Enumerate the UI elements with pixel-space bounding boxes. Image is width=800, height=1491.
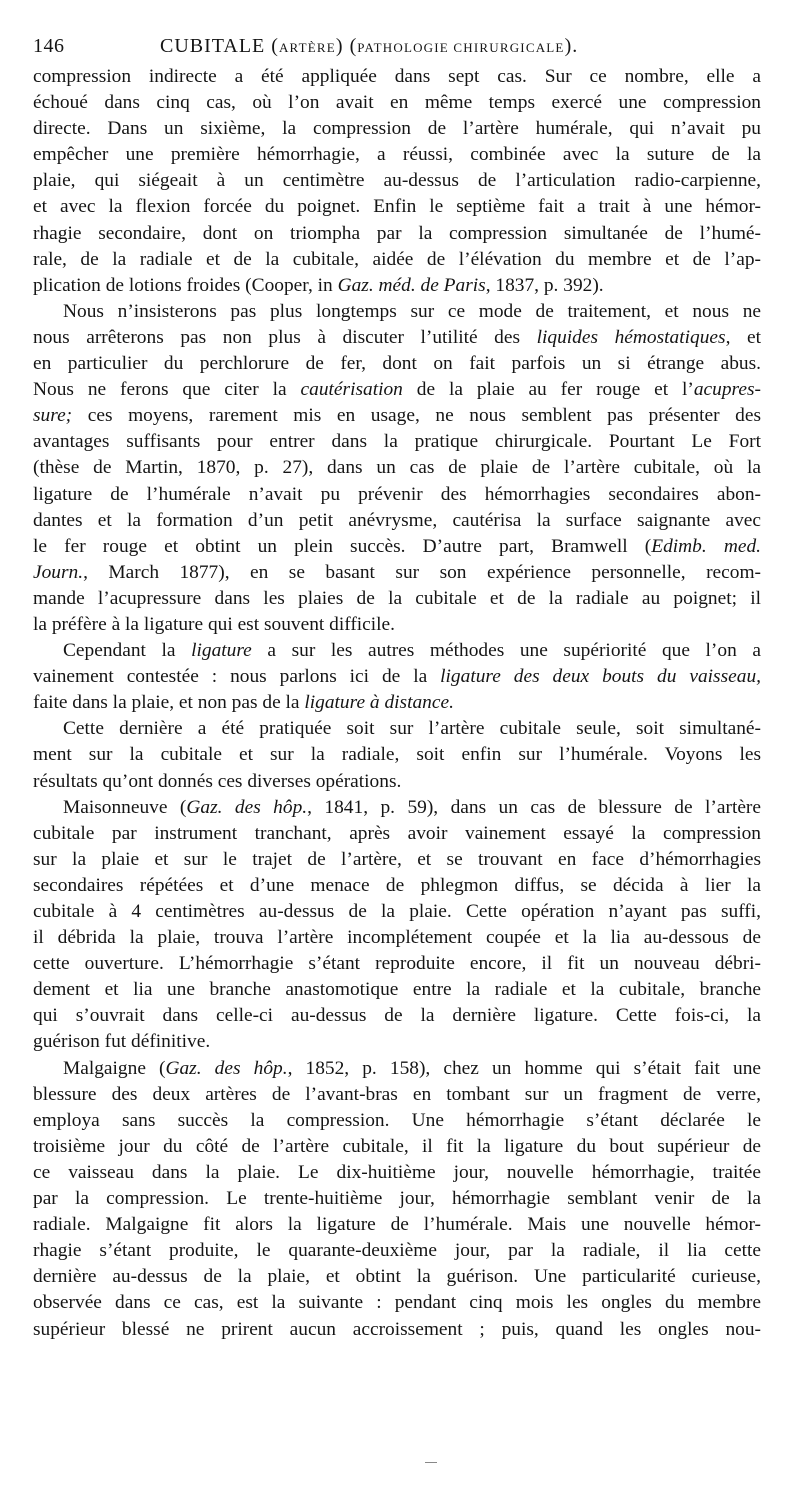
text-line [33,1186,761,1212]
text-line [33,1108,761,1134]
text-run: secondaires répétées et d’une menace de phlegmon diffus, se décida à lier la [33,874,761,896]
text-run: par la compression. Le trente-huitième jour, hémorrhagie semblant venir de la [33,1188,761,1210]
text-run: il débrida la plaie, trouva l’artère incomplétement coupée et la lia au-dessous de [33,927,761,949]
text-line [33,429,761,455]
text-run: dement et lia une branche anastomotique entre la radiale et la cubitale, branche [33,979,761,1001]
text-run: résultats qu’ont donnés ces diverses opérations. [33,770,402,792]
text-run: cubitale à 4 centimètres au-dessus de la plaie. Cette opération n’ayant pas suffi, [33,901,761,922]
text-run: employa sans succès la compression. Une hémorrhagie s’étant déclarée le [33,1109,761,1131]
text-run: Cette dernière a été pratiquée soit sur l’artère cubitale seule, soit simultané- [63,718,761,740]
text-line [33,1003,761,1029]
italic-text: acupres- [693,379,761,401]
text-run: sur la plaie et sur le trajet de l’artère, et se trouvant en face d’hémorrhagies [33,848,761,870]
text-line [33,821,761,847]
text-line [33,403,761,429]
text-line [33,586,761,612]
text-run: , 1841, p. 59), dans un cas de blessure de l’artère [307,796,761,818]
text-run: rhagie s’étant produite, le quarante-deuxième jour, par la radiale, il lia cette [33,1240,761,1262]
italic-text: Gaz. méd. de Paris [337,274,486,296]
text-run: Maisonneuve ( [63,796,187,818]
text-line [33,1029,761,1055]
text-run: radiale. Malgaigne fit alors la ligature de l’humérale. Mais une nouvelle hémor- [33,1214,761,1236]
text-line [33,899,761,925]
text-run: mande l’acupressure dans les plaies de la cubitale et de la radiale au poignet; il [33,587,761,609]
text-run: rhagie secondaire, dont on triompha par la compression simultanée de l’humé- [33,222,761,244]
text-line [33,847,761,873]
text-run: , et [725,326,761,348]
italic-text: ligature [191,640,252,662]
text-run: le fer rouge et obtint un plein succès. D’autre part, Bramwell ( [33,535,652,557]
text-run: en particulier du perchlorure de fer, dont on fait parfois un si étrange abus. [33,353,761,375]
text-line [33,1212,761,1238]
text-run: ment sur la cubitale et sur la radiale, soit enfin sur l’humérale. Voyons les [33,744,761,766]
running-head-main: CUBITALE ( [160,35,279,57]
text-line [33,482,761,508]
text-run: rale, de la radiale et de la cubitale, aidée de l’élévation du membre et de l’ap- [33,248,761,270]
text-line [33,325,761,351]
text-run: échoué dans cinq cas, où l’on avait en même temps exercé une compression [33,92,761,114]
italic-text: sure; [33,405,73,427]
text-line [33,664,761,690]
text-run: plication de lotions froides (Cooper, in [33,274,338,296]
text-run: cubitale par instrument tranchant, après avoir vainement essayé la compression [33,822,761,844]
text-line [33,508,761,534]
text-line [33,1056,761,1082]
text-run: Nous ne ferons que citer la [33,379,301,401]
text-run: cette ouverture. L’hémorrhagie s’étant reproduite encore, il fit un nouveau débri- [33,953,761,975]
text-line [33,455,761,481]
running-head-artere: ARTÈRE [278,40,336,55]
running-header [33,30,761,62]
text-line [33,221,761,247]
footer-mark [425,1462,437,1463]
text-run: faite dans la plaie, et non pas de la [33,692,305,714]
text-run: observée dans ce cas, est la suivante : pendant cinq mois les ongles du membre [33,1292,761,1314]
text-run: , 1852, p. 158), chez un homme qui s’était fait une [287,1057,761,1079]
text-run: compression indirecte a été appliquée dans sept cas. Sur ce nombre, elle a [33,66,761,87]
running-head-mid: ) ( [335,35,358,57]
italic-text: ligature des deux bouts du vaisseau, [440,666,761,688]
text-line [33,273,761,299]
text-run: dantes et la formation d’un petit anévrysme, cautérisa la surface saignante avec [33,509,761,531]
italic-text: Edimb. med. [651,535,761,557]
text-run: troisième jour du côté de l’artère cubitale, il fit la ligature du bout supérieur de [33,1135,761,1157]
text-line [33,951,761,977]
text-line [33,977,761,1003]
italic-text: Gaz. des hôp. [186,796,308,818]
text-run: ligature de l’humérale n’avait pu prévenir des hémorrhagies secondaires abon- [33,483,761,505]
text-run: qui s’ouvrait dans celle-ci au-dessus de la dernière ligature. Cette fois-ci, la [33,1005,761,1027]
text-run: de la plaie au fer rouge et l’ [402,379,694,401]
running-head-end: ). [564,35,579,57]
document-page [33,30,761,1343]
text-run: blessure des deux artères de l’avant-bras en tombant sur un fragment de verre, [33,1083,761,1105]
text-run: la préfère à la ligature qui est souvent difficile. [33,613,395,635]
text-line [33,64,761,90]
text-run: Cependant la [63,640,192,662]
text-run: dernière au-dessus de la plaie, et obtint la guérison. Une particularité curieuse, [33,1266,761,1288]
text-line [33,1290,761,1316]
text-run: guérison fut définitive. [33,1031,211,1053]
running-head-title [160,30,578,64]
text-run: Malgaigne ( [63,1057,166,1079]
text-line [33,194,761,220]
text-line [33,377,761,403]
text-run: supérieur blessé ne prirent aucun accroissement ; puis, quand les ongles nou- [33,1318,761,1340]
text-line [33,116,761,142]
text-line [33,612,761,638]
text-run: vainement contestée : nous parlons ici de la [33,666,441,688]
text-run: , March 1877), en se basant sur son expérience personnelle, recom- [83,561,761,583]
text-line [33,168,761,194]
text-line [33,534,761,560]
text-line [33,1160,761,1186]
italic-text: ligature à distance. [304,692,454,714]
text-run: nous arrêterons pas non plus à discuter l’utilité des [33,326,537,348]
text-line [33,716,761,742]
text-line [33,299,761,325]
text-run: et avec la flexion forcée du poignet. Enfin le septième fait a trait à une hémor- [33,196,761,218]
text-line [33,351,761,377]
text-line [33,560,761,586]
text-run: plaie, qui siégeait à un centimètre au-dessus de l’articulation radio-carpienne, [33,170,761,192]
italic-text: liquides hémostatiques [536,326,726,348]
text-line [33,690,761,716]
text-run: a sur les autres méthodes une supériorité que l’on a [251,640,761,662]
page-number: 146 [33,35,65,57]
text-run: directe. Dans un sixième, la compression de l’artère humérale, qui n’avait pu [33,118,761,140]
text-line [33,142,761,168]
text-run: , 1837, p. 392). [485,274,604,296]
text-line [33,1238,761,1264]
text-line [33,1264,761,1290]
text-line [33,1317,761,1343]
text-line [33,925,761,951]
text-line [33,742,761,768]
italic-text: Gaz. des hôp. [165,1057,288,1079]
text-run: avantages suffisants pour entrer dans la pratique chirurgicale. Pourtant Le Fort [33,431,761,453]
text-line [33,873,761,899]
text-run: ce vaisseau dans la plaie. Le dix-huitième jour, nouvelle hémorrhagie, traitée [33,1161,761,1183]
text-line [33,769,761,795]
italic-text: Journ. [33,561,84,583]
body-text [33,64,761,1343]
text-run: (thèse de Martin, 1870, p. 27), dans un cas de plaie de l’artère cubitale, où la [33,457,761,479]
text-run: empêcher une première hémorrhagie, a réussi, combinée avec la suture de la [33,144,761,166]
text-line [33,1134,761,1160]
text-line [33,638,761,664]
text-line [33,247,761,273]
italic-text: cautérisation [300,379,403,401]
running-head-pathology: PATHOLOGIE CHIRURGICALE [357,40,565,55]
text-run: ces moyens, rarement mis en usage, ne nous semblent pas présenter des [72,405,761,427]
text-line [33,1082,761,1108]
text-run: Nous n’insisterons pas plus longtemps sur ce mode de traitement, et nous ne [63,300,761,322]
text-line [33,795,761,821]
text-line [33,90,761,116]
